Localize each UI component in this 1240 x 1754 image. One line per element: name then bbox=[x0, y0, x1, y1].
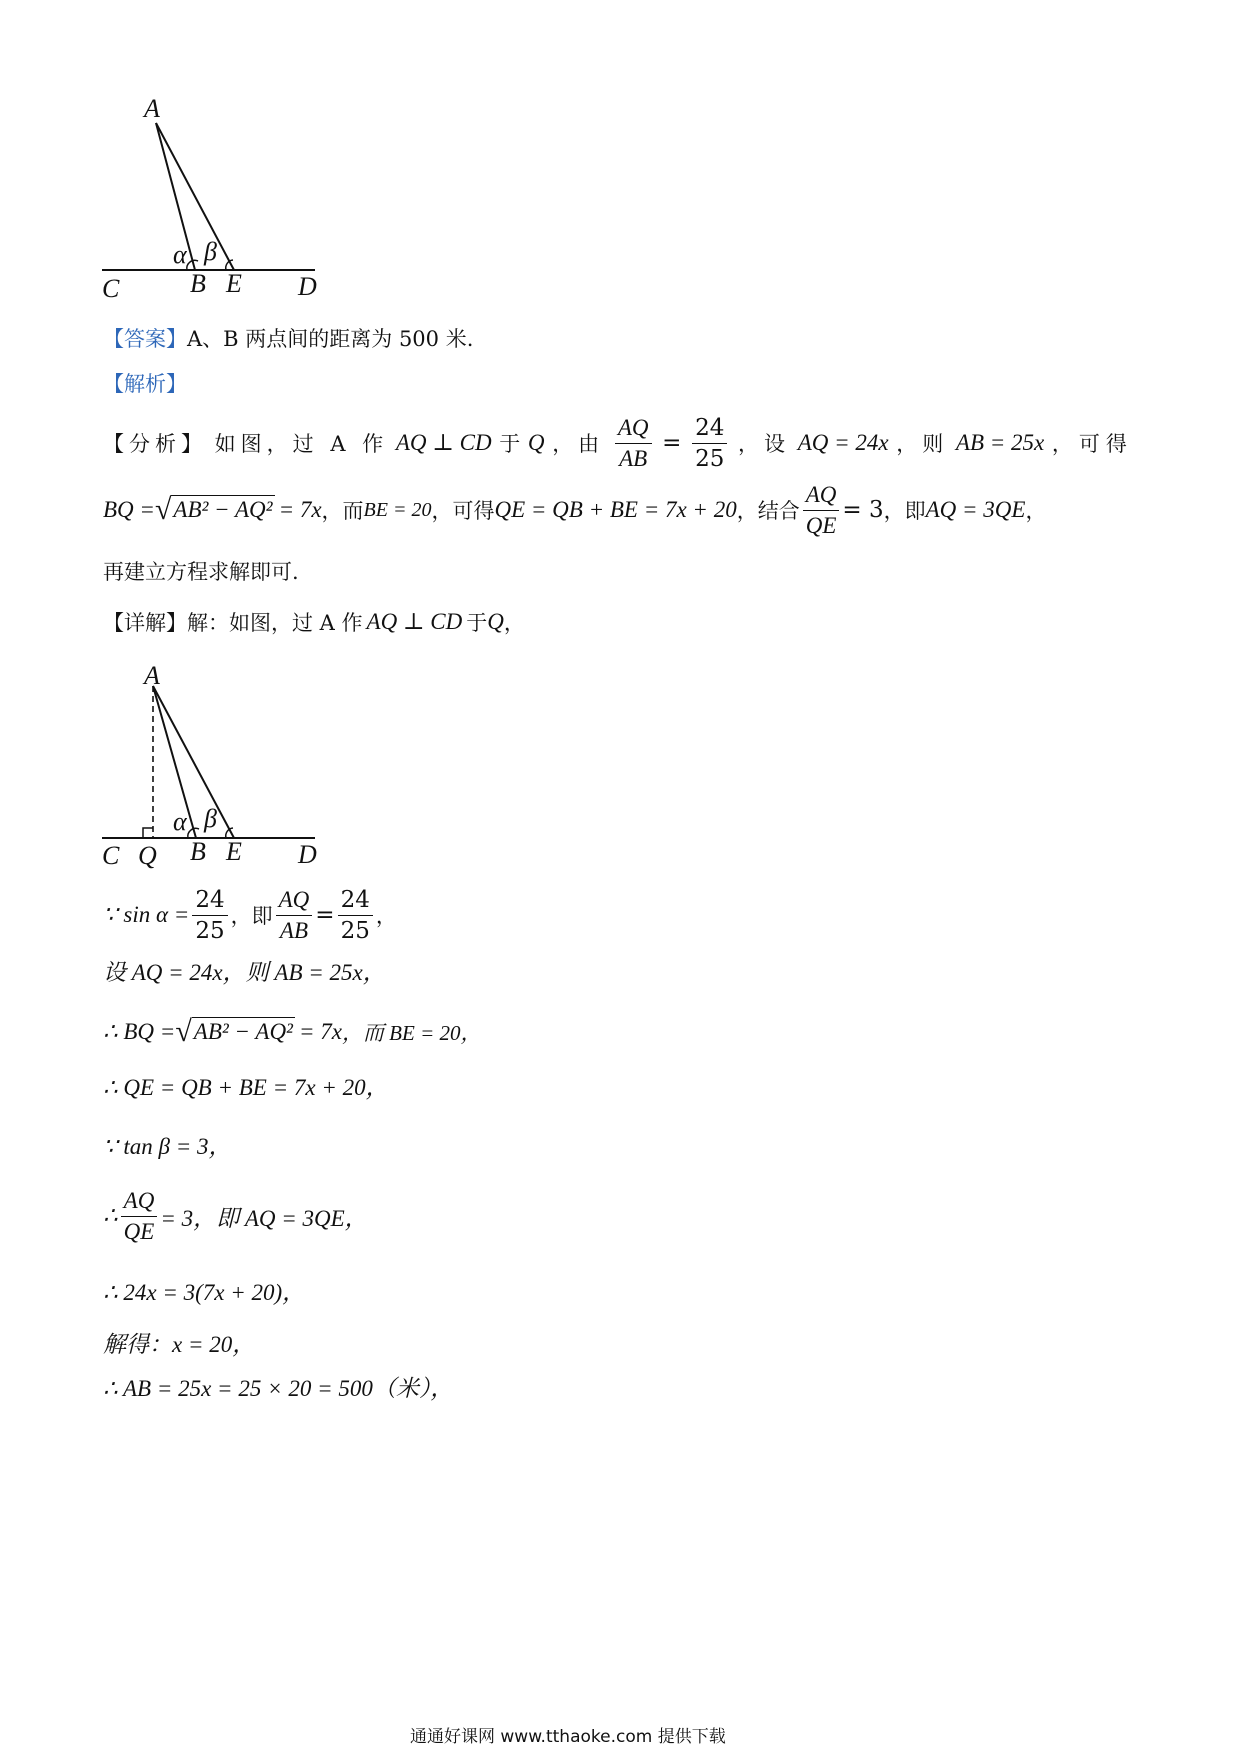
analysis-tag: 【分析】 bbox=[103, 432, 207, 456]
segment-ae bbox=[153, 686, 234, 838]
analysis-be: BE = 20 bbox=[363, 498, 432, 521]
fraction-aq-qe: $\frac{AQ}{QE}$ bbox=[121, 1187, 158, 1246]
detail-perp: AQ ⊥ CD bbox=[366, 609, 463, 634]
label-beta: β bbox=[204, 237, 217, 266]
step-sin-alpha bbox=[103, 880, 397, 950]
analysis-line-1 bbox=[103, 408, 1133, 478]
analysis-text-e: ，由 bbox=[552, 432, 605, 456]
step1-eq: = bbox=[315, 902, 335, 928]
analysis-q: Q bbox=[527, 430, 545, 455]
analysis-text-c: 于 bbox=[499, 432, 521, 456]
label-a: A bbox=[144, 95, 160, 123]
analysis-text-g2: ，结合 bbox=[736, 499, 800, 523]
detail-intro-e: ， bbox=[503, 611, 525, 635]
analysis-text-j: ，可得 bbox=[1051, 432, 1133, 456]
detail-tag: 【详解】 bbox=[103, 611, 187, 635]
step3-a: ∴ BQ = bbox=[103, 1019, 176, 1044]
step3-b: = 7x bbox=[298, 1019, 342, 1044]
step-qe: ∴ QE = QB + BE = 7x + 20， bbox=[103, 1074, 389, 1100]
analysis-text-f: ，设 bbox=[738, 432, 791, 456]
figure-1-diagram bbox=[100, 95, 360, 335]
label-alpha: α bbox=[173, 240, 187, 269]
step-bq bbox=[103, 1010, 482, 1054]
answer-line bbox=[103, 324, 473, 354]
detail-q: Q bbox=[487, 609, 504, 634]
detail-intro-c: 于 bbox=[466, 611, 488, 635]
label-e: E bbox=[226, 837, 242, 866]
analysis-text-c2: ，而 bbox=[321, 499, 364, 523]
fraction-24-25: $\frac{24}{25}$ bbox=[692, 414, 727, 473]
step-equation: ∴ 24x = 3(7x + 20)， bbox=[103, 1279, 306, 1305]
analysis-text-a: 如图，过 A 作 bbox=[214, 432, 389, 456]
label-q: Q bbox=[138, 841, 157, 870]
step1-a: ∵ sin α = bbox=[103, 902, 190, 927]
footer-text: 通通好课网 www.tthaoke.com 提供下载 bbox=[410, 1727, 726, 1747]
analysis-line-2 bbox=[103, 475, 1046, 545]
analysis-text-i2: ，即 bbox=[883, 499, 926, 523]
analysis-7x: = 7x bbox=[278, 497, 322, 522]
equals-sign: = bbox=[662, 430, 682, 456]
label-c: C bbox=[102, 274, 120, 303]
answer-text: A、B 两点间的距离为 500 米. bbox=[187, 327, 474, 351]
step-result: ∴ AB = 25x = 25 × 20 = 500（米）， bbox=[103, 1375, 454, 1401]
analysis-qe-expr: QE = QB + BE = 7x + 20 bbox=[494, 497, 737, 522]
fraction-24-25-b: $\frac{24}{25}$ bbox=[338, 886, 373, 945]
analysis-perp: AQ ⊥ CD bbox=[395, 430, 492, 455]
step3-c: ，而 BE = 20， bbox=[341, 1021, 482, 1045]
analysis-bq: BQ = bbox=[103, 497, 155, 522]
analysis-ab-25x: AB = 25x bbox=[955, 430, 1045, 455]
analysis-eq3: = 3 bbox=[842, 497, 884, 523]
fraction-24-25: $\frac{24}{25}$ bbox=[192, 886, 227, 945]
analysis-aq-24x: AQ = 24x bbox=[797, 430, 889, 455]
step6-b: = 3，即 AQ = 3QE， bbox=[160, 1205, 368, 1231]
step-set-aq: 设 AQ = 24x，则 AB = 25x， bbox=[103, 959, 386, 985]
detail-intro bbox=[103, 606, 525, 638]
step-ratio bbox=[103, 1183, 368, 1249]
analysis-text-e2: ，可得 bbox=[431, 499, 495, 523]
answer-tag: 【答案】 bbox=[103, 327, 187, 351]
label-d: D bbox=[298, 272, 317, 301]
detail-intro-a: 解：如图，过 A 作 bbox=[187, 611, 363, 635]
label-a: A bbox=[144, 661, 160, 690]
fraction-aq-ab: $\frac{AQ}{AB}$ bbox=[276, 886, 313, 945]
label-e: E bbox=[226, 269, 242, 298]
step-tan-beta: ∵ tan β = 3， bbox=[103, 1133, 232, 1159]
fraction-aq-ab: $\frac{AQ}{AB}$ bbox=[615, 414, 652, 473]
analysis-aq-3qe: AQ = 3QE bbox=[925, 497, 1026, 522]
jiexi-line bbox=[103, 369, 187, 399]
jiexi-tag: 【解析】 bbox=[103, 372, 187, 396]
step6-a: ∴ bbox=[103, 1203, 118, 1228]
right-angle-mark bbox=[143, 828, 153, 838]
figure-2-diagram bbox=[100, 660, 360, 875]
step3-sqrt: √ AB² − AQ² bbox=[175, 1015, 293, 1048]
fraction-aq-qe: $\frac{AQ}{QE}$ bbox=[803, 481, 840, 540]
segment-ae bbox=[156, 123, 234, 270]
step1-b: ，即 bbox=[230, 904, 273, 928]
label-c: C bbox=[102, 841, 120, 870]
analysis-sqrt: √ AB² − AQ² bbox=[154, 493, 273, 526]
label-beta: β bbox=[204, 804, 217, 833]
step1-c: ， bbox=[375, 904, 397, 928]
label-b: B bbox=[190, 837, 206, 866]
analysis-line-3: 再建立方程求解即可. bbox=[103, 560, 299, 584]
label-b: B bbox=[190, 269, 206, 298]
analysis-text-k2: ， bbox=[1025, 499, 1047, 523]
label-d: D bbox=[298, 840, 317, 869]
analysis-text-h: ，则 bbox=[896, 432, 949, 456]
label-alpha: α bbox=[173, 807, 187, 836]
step-solve: 解得：x = 20， bbox=[103, 1331, 256, 1357]
